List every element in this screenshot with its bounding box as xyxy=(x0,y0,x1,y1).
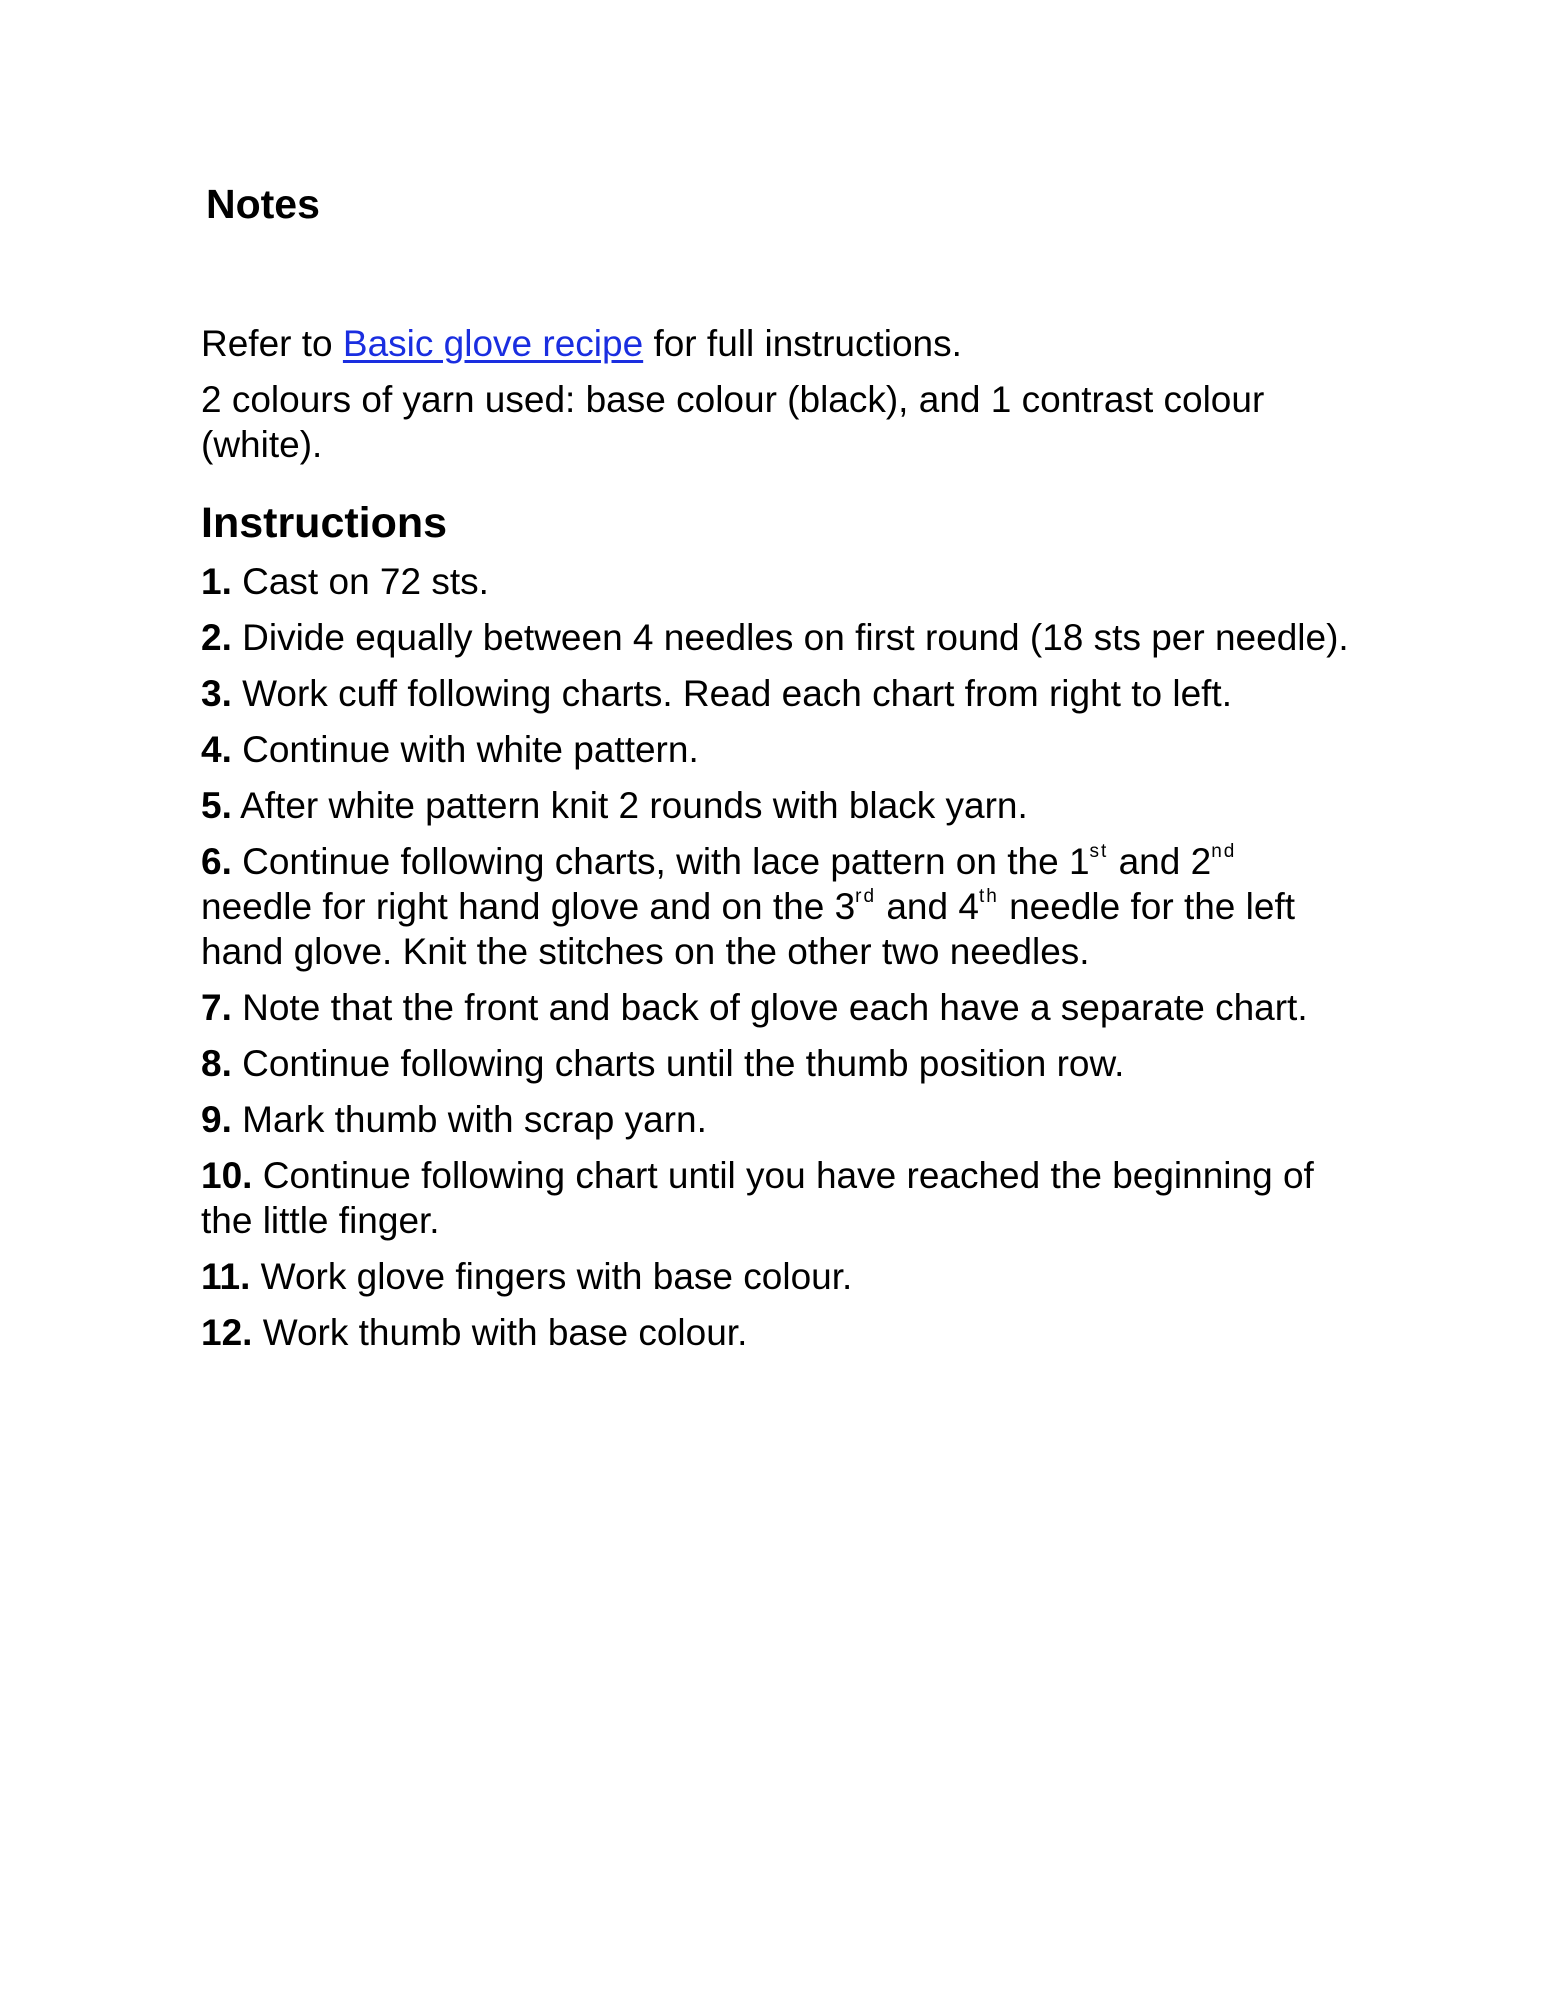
step-number: 5. xyxy=(201,785,232,826)
step-text-part: needle for right hand glove and on the 3 xyxy=(201,886,856,927)
step-text: Continue following charts until the thumb position row. xyxy=(231,1043,1125,1084)
step-number: 10. xyxy=(201,1155,253,1196)
step-number: 11. xyxy=(201,1256,251,1297)
refer-prefix: Refer to xyxy=(201,323,343,364)
step-text: Cast on 72 sts. xyxy=(231,561,489,602)
instruction-step-3 xyxy=(201,671,1351,716)
step-number: 12. xyxy=(201,1312,253,1353)
step-number: 3. xyxy=(201,673,232,714)
instruction-step-4 xyxy=(201,727,1351,772)
step-text: Mark thumb with scrap yarn. xyxy=(231,1099,707,1140)
instructions-list xyxy=(201,559,1351,1355)
ordinal-suffix: th xyxy=(978,886,999,907)
document-content xyxy=(201,176,1351,1366)
yarn-paragraph: 2 colours of yarn used: base colour (black), and 1 contrast colour (white). xyxy=(201,379,1265,465)
step-number: 1. xyxy=(201,561,232,602)
instruction-step-5 xyxy=(201,783,1351,828)
instruction-step-12 xyxy=(201,1310,1351,1355)
refer-paragraph xyxy=(201,321,1351,366)
instruction-step-8 xyxy=(201,1041,1351,1086)
step-text: Continue following chart until you have reached the beginning of the little finger. xyxy=(201,1155,1314,1241)
instruction-step-10 xyxy=(201,1153,1351,1243)
step-number: 8. xyxy=(201,1043,232,1084)
instruction-step-2 xyxy=(201,615,1351,660)
ordinal-suffix: rd xyxy=(855,886,877,907)
step-text: Note that the front and back of glove each have a separate chart. xyxy=(231,987,1308,1028)
step-text: Continue with white pattern. xyxy=(231,729,699,770)
step-text: Work glove fingers with base colour. xyxy=(250,1256,853,1297)
instruction-step-1 xyxy=(201,559,1351,604)
step-number: 9. xyxy=(201,1099,232,1140)
notes-heading: Notes xyxy=(206,181,320,227)
instruction-step-11 xyxy=(201,1254,1351,1299)
step-number: 6. xyxy=(201,841,232,882)
step-text-part: and 2 xyxy=(1108,841,1212,882)
step-number: 2. xyxy=(201,617,232,658)
step-text: After white pattern knit 2 rounds with black yarn. xyxy=(231,785,1028,826)
step-text: Work cuff following charts. Read each chart from right to left. xyxy=(231,673,1232,714)
step-text-part: Continue following charts, with lace pattern on the 1 xyxy=(231,841,1090,882)
step-number: 4. xyxy=(201,729,232,770)
instruction-step-7 xyxy=(201,985,1351,1030)
ordinal-suffix: nd xyxy=(1211,841,1237,862)
instruction-step-6 xyxy=(201,839,1351,974)
basic-glove-recipe-link[interactable]: Basic glove recipe xyxy=(342,323,644,364)
step-text-part: needle for the left hand glove. Knit the stitches on the other two needles. xyxy=(201,886,1296,972)
refer-suffix: for full instructions. xyxy=(643,323,962,364)
step-text: Work thumb with base colour. xyxy=(252,1312,748,1353)
step-text: Divide equally between 4 needles on first round (18 sts per needle). xyxy=(231,617,1349,658)
ordinal-suffix: st xyxy=(1089,841,1109,862)
instructions-heading: Instructions xyxy=(201,499,448,547)
step-text-part: and 4 xyxy=(876,886,979,927)
step-number: 7. xyxy=(201,987,232,1028)
instruction-step-9 xyxy=(201,1097,1351,1142)
